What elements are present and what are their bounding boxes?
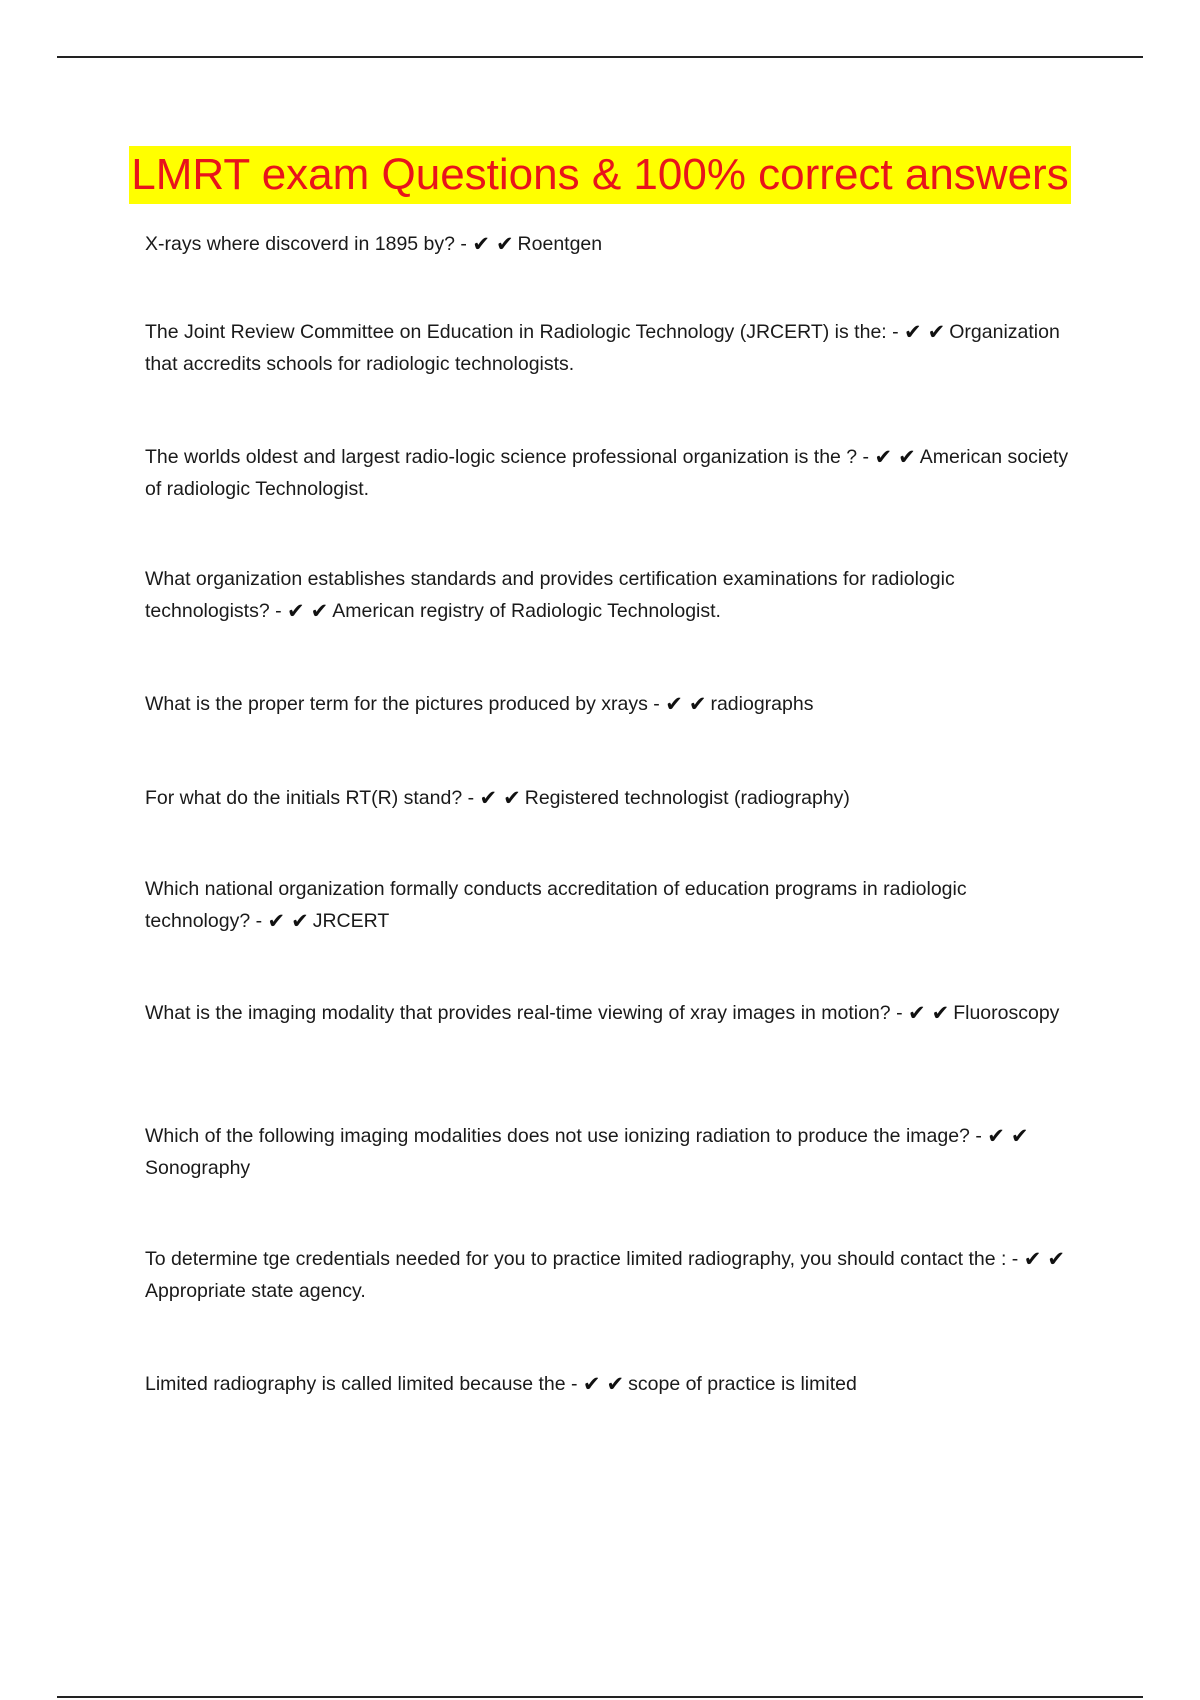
qa-item — [145, 1120, 1075, 1184]
checkmark-icon: ✔ — [479, 786, 498, 810]
checkmark-icon: ✔ — [495, 232, 514, 256]
checkmark-icon: ✔ — [927, 320, 946, 344]
qa-item — [145, 228, 1075, 260]
qa-item — [145, 873, 1075, 937]
question-text: The Joint Review Committee on Education in Radiologic Technology (JRCERT) is the: - — [145, 321, 899, 343]
qa-item — [145, 782, 1075, 814]
answer-text: American society of radiologic Technologist. — [145, 446, 1069, 500]
question-text: Which national organization formally conducts accreditation of education programs in radiologic technology? - — [145, 878, 967, 932]
top-rule — [57, 56, 1143, 58]
checkmark-icon: ✔ — [1010, 1124, 1029, 1148]
qa-item — [145, 441, 1075, 505]
question-text: For what do the initials RT(R) stand? - — [145, 787, 475, 809]
question-text: What is the proper term for the pictures produced by xrays - — [145, 693, 660, 715]
answer-text: Roentgen — [517, 233, 603, 255]
checkmark-icon: ✔ — [606, 1372, 625, 1396]
checkmark-icon: ✔ — [908, 1001, 926, 1025]
checkmark-icon: ✔ — [472, 232, 490, 256]
checkmark-icon: ✔ — [665, 692, 683, 716]
answer-text: scope of practice is limited — [628, 1373, 857, 1395]
question-text: To determine tge credentials needed for you to practice limited radiography, you should contact the : - — [145, 1248, 1019, 1270]
qa-item — [145, 997, 1075, 1029]
answer-text: Appropriate state agency. — [145, 1280, 366, 1302]
answer-text: American registry of Radiologic Technologist. — [332, 600, 721, 622]
question-text: Which of the following imaging modalities does not use ionizing radiation to produce the image? - — [145, 1125, 982, 1147]
qa-item — [145, 1243, 1075, 1307]
qa-item — [145, 1368, 1075, 1400]
page-title: LMRT exam Questions & 100% correct answers — [129, 146, 1070, 204]
answer-text: Registered technologist (radiography) — [524, 787, 850, 809]
checkmark-icon: ✔ — [1047, 1247, 1065, 1271]
checkmark-icon: ✔ — [898, 445, 916, 469]
checkmark-icon: ✔ — [267, 909, 286, 933]
title-block — [0, 146, 1200, 204]
checkmark-icon: ✔ — [688, 692, 707, 716]
qa-item — [145, 563, 1075, 627]
question-text: Limited radiography is called limited because the - — [145, 1373, 578, 1395]
checkmark-icon: ✔ — [987, 1124, 1005, 1148]
checkmark-icon: ✔ — [1023, 1247, 1042, 1271]
checkmark-icon: ✔ — [310, 599, 329, 623]
answer-text: radiographs — [710, 693, 814, 715]
checkmark-icon: ✔ — [874, 445, 893, 469]
question-text: What is the imaging modality that provides real-time viewing of xray images in motion? - — [145, 1002, 903, 1024]
answer-text: Organization that accredits schools for radiologic technologists. — [145, 321, 1060, 375]
answer-text: Sonography — [145, 1157, 251, 1179]
answer-text: JRCERT — [312, 910, 390, 932]
qa-item — [145, 316, 1075, 380]
checkmark-icon: ✔ — [904, 320, 922, 344]
checkmark-icon: ✔ — [291, 909, 309, 933]
checkmark-icon: ✔ — [287, 599, 305, 623]
qa-item — [145, 688, 1075, 720]
answer-text: Fluoroscopy — [953, 1002, 1060, 1024]
question-text: What organization establishes standards and provides certification examinations for radiologic technologists? - — [145, 568, 955, 622]
question-text: The worlds oldest and largest radio-logic science professional organization is the ? - — [145, 446, 870, 468]
checkmark-icon: ✔ — [582, 1372, 601, 1396]
question-text: X-rays where discoverd in 1895 by? - — [145, 233, 467, 255]
checkmark-icon: ✔ — [931, 1001, 950, 1025]
checkmark-icon: ✔ — [503, 786, 521, 810]
bottom-rule — [57, 1696, 1143, 1698]
